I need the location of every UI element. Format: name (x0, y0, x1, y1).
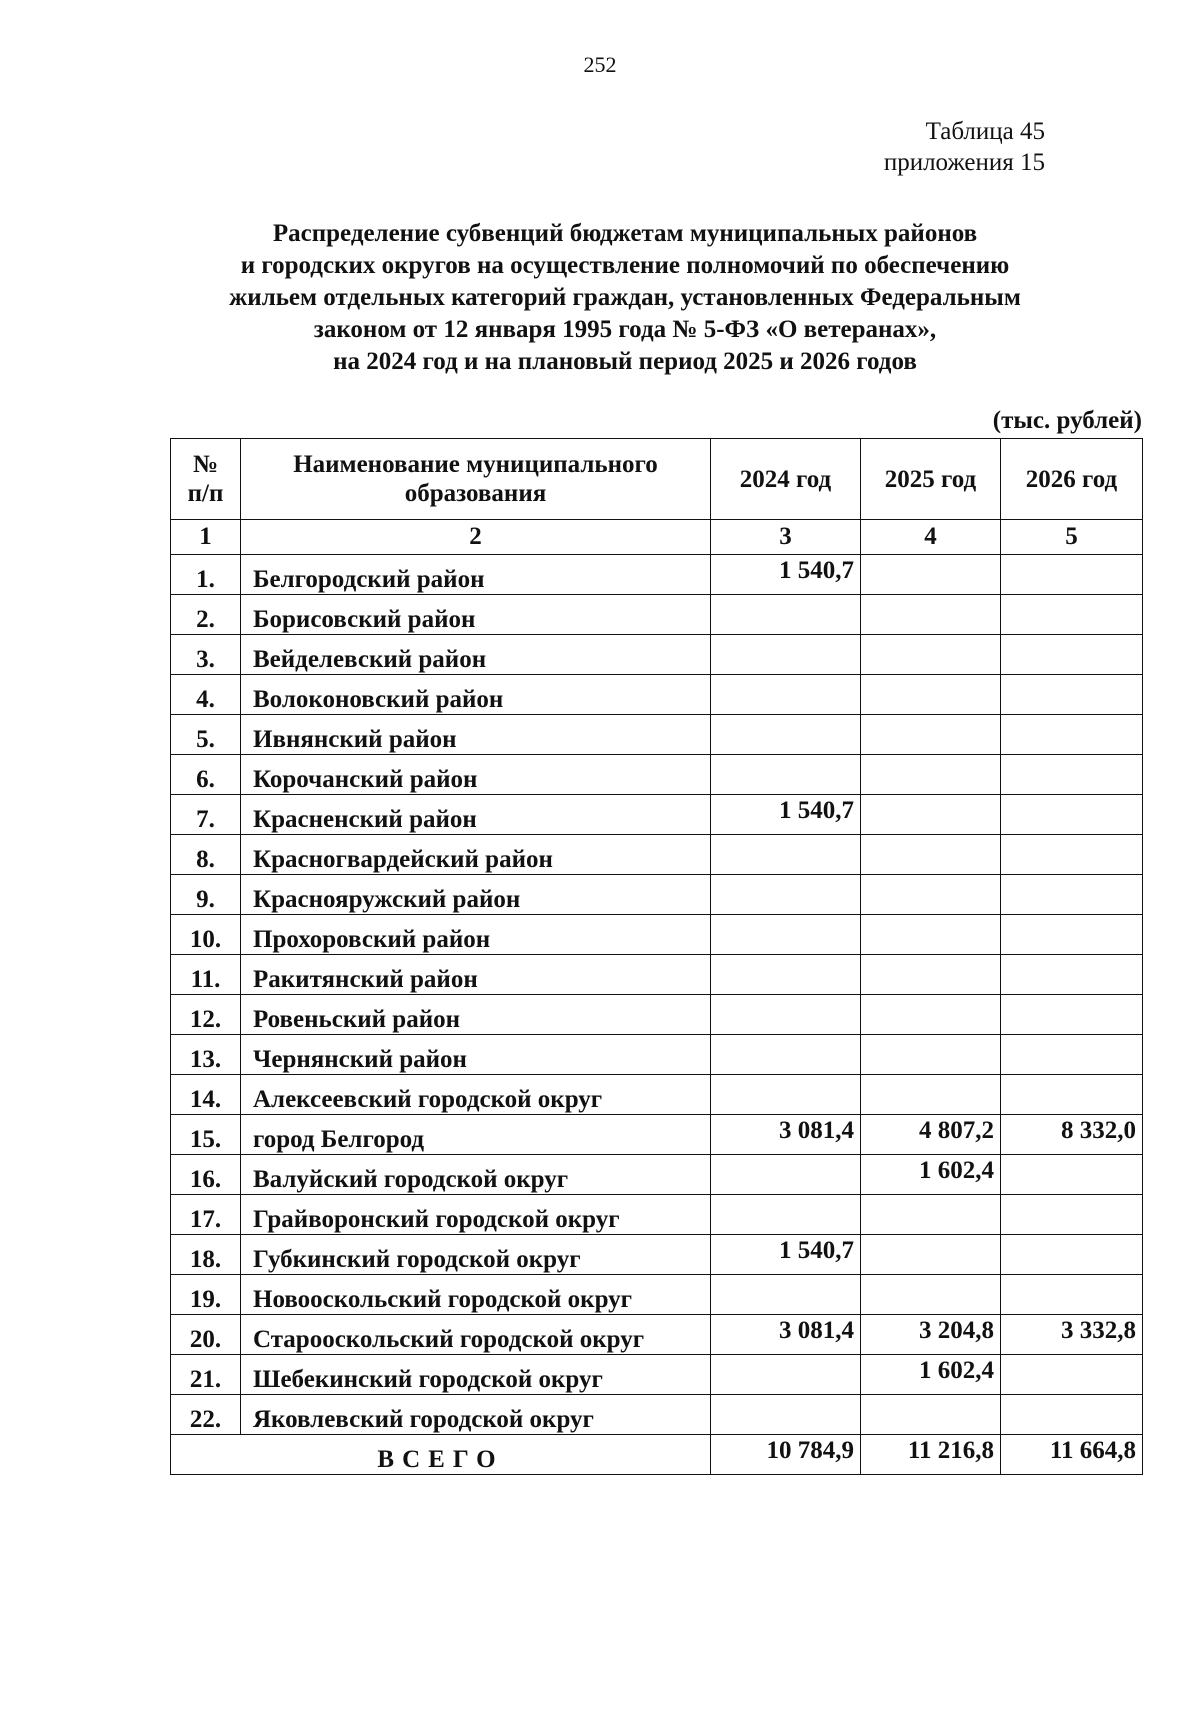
value-2026 (1001, 835, 1143, 875)
value-2026 (1001, 1075, 1143, 1115)
row-number: 19. (171, 1275, 241, 1315)
table-row (171, 555, 1143, 595)
value-2024: 3 081,4 (711, 1315, 861, 1355)
municipality-name: Корочанский район (241, 755, 711, 795)
title-line: законом от 12 января 1995 года № 5-ФЗ «О ветеранах», (313, 316, 937, 343)
row-number: 5. (171, 715, 241, 755)
total-2026: 11 664,8 (1001, 1435, 1143, 1475)
table-row (171, 1315, 1143, 1355)
value-2024: 1 540,7 (711, 555, 861, 595)
municipality-name: Волоконовский район (241, 675, 711, 715)
value-2025: 1 602,4 (861, 1355, 1001, 1395)
value-2025 (861, 755, 1001, 795)
value-2026 (1001, 1275, 1143, 1315)
table-row (171, 755, 1143, 795)
header-2025: 2025 год (861, 439, 1001, 520)
municipality-name: Ивнянский район (241, 715, 711, 755)
table-row (171, 915, 1143, 955)
header-number-line2: п/п (187, 480, 224, 507)
municipality-name: Краснояружский район (241, 875, 711, 915)
value-2025: 1 602,4 (861, 1155, 1001, 1195)
table-row (171, 955, 1143, 995)
value-2025 (861, 1035, 1001, 1075)
value-2026 (1001, 995, 1143, 1035)
municipality-name: Ракитянский район (241, 955, 711, 995)
column-numbers-row (171, 520, 1143, 555)
value-2024: 1 540,7 (711, 795, 861, 835)
value-2024 (711, 1195, 861, 1235)
title-line: Распределение субвенций бюджетам муниципальных районов (272, 220, 978, 247)
table-row (171, 715, 1143, 755)
municipality-name: Красногвардейский район (241, 835, 711, 875)
table-row (171, 1075, 1143, 1115)
header-2024: 2024 год (711, 439, 861, 520)
table-row (171, 675, 1143, 715)
table-row (171, 875, 1143, 915)
table-row (171, 1355, 1143, 1395)
row-number: 4. (171, 675, 241, 715)
table-ref-line1: Таблица 45 (925, 118, 1045, 145)
value-2024 (711, 1355, 861, 1395)
value-2026 (1001, 755, 1143, 795)
value-2026 (1001, 1235, 1143, 1275)
value-2025 (861, 795, 1001, 835)
header-name-line2: образования (404, 480, 547, 507)
value-2026 (1001, 1195, 1143, 1235)
table-header-row (171, 439, 1143, 520)
value-2025: 3 204,8 (861, 1315, 1001, 1355)
table-row (171, 995, 1143, 1035)
value-2025: 4 807,2 (861, 1115, 1001, 1155)
row-number: 15. (171, 1115, 241, 1155)
title-line: на 2024 год и на плановый период 2025 и 2026 годов (333, 348, 917, 375)
table-row (171, 1195, 1143, 1235)
row-number: 20. (171, 1315, 241, 1355)
header-name (241, 439, 711, 520)
row-number: 14. (171, 1075, 241, 1115)
total-label: ВСЕГО (171, 1435, 711, 1475)
row-number: 17. (171, 1195, 241, 1235)
table-row (171, 1235, 1143, 1275)
document-title (160, 218, 1090, 378)
value-2026 (1001, 1035, 1143, 1075)
row-number: 6. (171, 755, 241, 795)
value-2024 (711, 675, 861, 715)
value-2025 (861, 1275, 1001, 1315)
row-number: 11. (171, 955, 241, 995)
value-2026 (1001, 555, 1143, 595)
value-2024 (711, 595, 861, 635)
value-2024 (711, 1075, 861, 1115)
value-2026 (1001, 955, 1143, 995)
header-number (171, 439, 241, 520)
municipality-name: Ровеньский район (241, 995, 711, 1035)
table-reference (884, 116, 1045, 178)
row-number: 10. (171, 915, 241, 955)
total-row (171, 1435, 1143, 1475)
table-row (171, 595, 1143, 635)
municipality-name: Новооскольский городской округ (241, 1275, 711, 1315)
value-2025 (861, 835, 1001, 875)
value-2025 (861, 915, 1001, 955)
table-row (171, 1155, 1143, 1195)
total-2025: 11 216,8 (861, 1435, 1001, 1475)
header-name-line1: Наименование муниципального (293, 451, 658, 478)
column-number: 3 (711, 520, 861, 555)
value-2024 (711, 835, 861, 875)
value-2026 (1001, 875, 1143, 915)
value-2025 (861, 1075, 1001, 1115)
value-2024 (711, 1275, 861, 1315)
value-2026 (1001, 1155, 1143, 1195)
value-2024 (711, 875, 861, 915)
row-number: 7. (171, 795, 241, 835)
header-number-line1: № (192, 451, 219, 478)
value-2024 (711, 1035, 861, 1075)
value-2025 (861, 875, 1001, 915)
row-number: 12. (171, 995, 241, 1035)
value-2025 (861, 595, 1001, 635)
municipality-name: Валуйский городской округ (241, 1155, 711, 1195)
table-row (171, 1275, 1143, 1315)
value-2024 (711, 995, 861, 1035)
value-2026 (1001, 915, 1143, 955)
value-2025 (861, 995, 1001, 1035)
value-2024 (711, 915, 861, 955)
value-2024 (711, 755, 861, 795)
value-2026 (1001, 595, 1143, 635)
header-2026: 2026 год (1001, 439, 1143, 520)
row-number: 22. (171, 1395, 241, 1435)
column-number: 5 (1001, 520, 1143, 555)
value-2024: 3 081,4 (711, 1115, 861, 1155)
table-row (171, 1395, 1143, 1435)
municipality-name: город Белгород (241, 1115, 711, 1155)
table-row (171, 1035, 1143, 1075)
page-number: 252 (583, 52, 617, 77)
row-number: 18. (171, 1235, 241, 1275)
unit-note: (тыс. рублей) (992, 407, 1142, 434)
table-ref-line2: приложения 15 (883, 149, 1045, 176)
row-number: 21. (171, 1355, 241, 1395)
value-2025 (861, 675, 1001, 715)
municipality-name: Алексеевский городской округ (241, 1075, 711, 1115)
value-2026 (1001, 1395, 1143, 1435)
value-2025 (861, 635, 1001, 675)
row-number: 8. (171, 835, 241, 875)
value-2025 (861, 715, 1001, 755)
value-2025 (861, 555, 1001, 595)
value-2024 (711, 955, 861, 995)
municipality-name: Прохоровский район (241, 915, 711, 955)
municipality-name: Губкинский городской округ (241, 1235, 711, 1275)
municipality-name: Белгородский район (241, 555, 711, 595)
value-2026: 3 332,8 (1001, 1315, 1143, 1355)
value-2026: 8 332,0 (1001, 1115, 1143, 1155)
column-number: 1 (171, 520, 241, 555)
value-2026 (1001, 635, 1143, 675)
municipality-name: Борисовский район (241, 595, 711, 635)
value-2025 (861, 1395, 1001, 1435)
value-2026 (1001, 715, 1143, 755)
value-2025 (861, 1235, 1001, 1275)
value-2024 (711, 1395, 861, 1435)
municipality-name: Яковлевский городской округ (241, 1395, 711, 1435)
municipality-name: Грайворонский городской округ (241, 1195, 711, 1235)
value-2024 (711, 635, 861, 675)
value-2026 (1001, 795, 1143, 835)
value-2024: 1 540,7 (711, 1235, 861, 1275)
table-row (171, 835, 1143, 875)
title-line: и городских округов на осуществление полномочий по обеспечению (240, 252, 1010, 279)
table-row (171, 635, 1143, 675)
total-2024: 10 784,9 (711, 1435, 861, 1475)
value-2026 (1001, 1355, 1143, 1395)
municipality-name: Шебекинский городской округ (241, 1355, 711, 1395)
row-number: 16. (171, 1155, 241, 1195)
row-number: 2. (171, 595, 241, 635)
municipality-name: Старооскольский городской округ (241, 1315, 711, 1355)
value-2025 (861, 1195, 1001, 1235)
row-number: 9. (171, 875, 241, 915)
table-row (171, 795, 1143, 835)
column-number: 4 (861, 520, 1001, 555)
municipality-name: Вейделевский район (241, 635, 711, 675)
municipality-name: Чернянский район (241, 1035, 711, 1075)
table-row (171, 1115, 1143, 1155)
row-number: 13. (171, 1035, 241, 1075)
title-line: жильем отдельных категорий граждан, установленных Федеральным (229, 284, 1021, 311)
subvention-table (170, 438, 1143, 1475)
column-number: 2 (241, 520, 711, 555)
row-number: 3. (171, 635, 241, 675)
value-2024 (711, 715, 861, 755)
value-2024 (711, 1155, 861, 1195)
municipality-name: Красненский район (241, 795, 711, 835)
value-2026 (1001, 675, 1143, 715)
row-number: 1. (171, 555, 241, 595)
value-2025 (861, 955, 1001, 995)
